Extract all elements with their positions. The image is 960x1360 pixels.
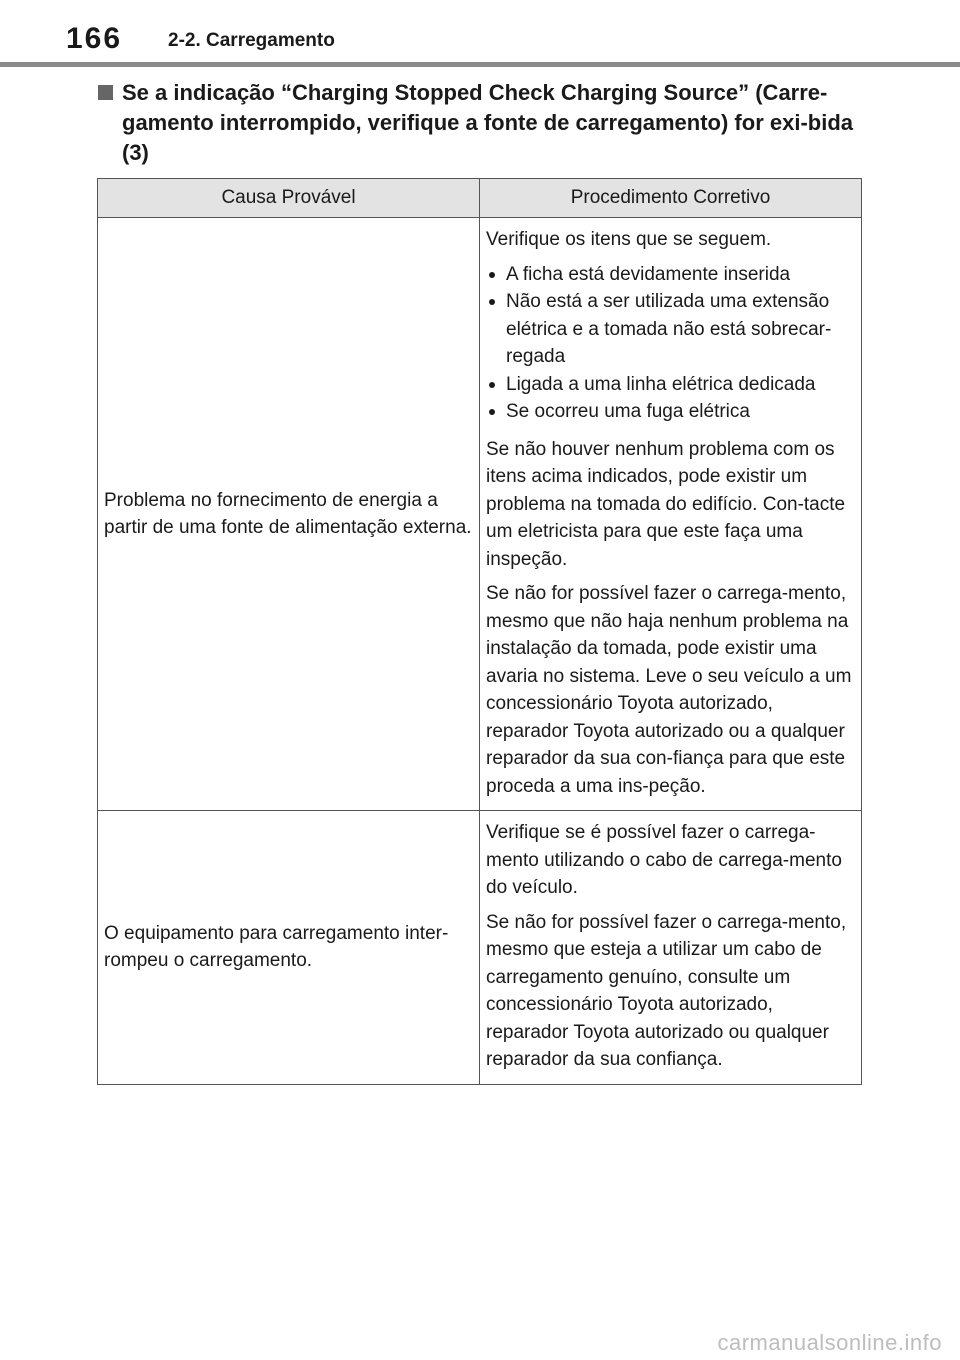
list-item: A ficha está devidamente inserida [486, 261, 855, 289]
cause-cell: O equipamento para carregamento inter-rompeu o carregamento. [98, 811, 480, 1085]
procedure-cell [480, 811, 862, 1085]
list-item: Ligada a uma linha elétrica dedicada [486, 371, 855, 399]
table-row [98, 811, 862, 1085]
check-list [486, 261, 855, 426]
procedure-intro: Verifique os itens que se seguem. [486, 229, 772, 250]
section-title: 2-2. Carregamento [168, 30, 335, 51]
procedure-cell [480, 218, 862, 811]
section-heading [98, 78, 868, 168]
list-item: Não está a ser utilizada uma extensão elétrica e a tomada não está sobrecar-regada [486, 288, 855, 371]
page-number: 166 [66, 22, 123, 55]
procedure-paragraph: Se não for possível fazer o carrega-mento, mesmo que esteja a utilizar um cabo de carregamento genuíno, consulte um concessionário Toyota autorizado, reparador Toyota autorizado ou qualquer reparador da sua confiança. [486, 911, 847, 1070]
list-item: Se ocorreu uma fuga elétrica [486, 398, 855, 426]
column-header-cause: Causa Provável [98, 179, 480, 218]
procedure-paragraph: Se não houver nenhum problema com os itens acima indicados, pode existir um problema na tomada do edifício. Con-tacte um eletricista para que este faça uma inspeção. [486, 438, 846, 570]
column-header-procedure: Procedimento Corretivo [480, 179, 862, 218]
heading-text: Se a indicação “Charging Stopped Check Charging Source” (Carre-gamento interrompido, verifique a fonte de carregamento) for exi-bida (3) [122, 80, 854, 165]
square-bullet-icon [98, 85, 113, 100]
watermark: carmanualsonline.info [717, 1330, 942, 1355]
cause-cell: Problema no fornecimento de energia a partir de uma fonte de alimentação externa. [98, 218, 480, 811]
charging-troubleshooting-table [97, 178, 862, 1085]
table-row [98, 218, 862, 811]
procedure-paragraph: Se não for possível fazer o carrega-mento, mesmo que não haja nenhum problema na instalação da tomada, pode existir uma avaria no sistema. Leve o seu veículo a um concessionário Toyota autorizado, reparador Toyota autorizado ou a qualquer reparador da sua con-fiança para que este proceda a uma ins-peção. [486, 583, 852, 797]
procedure-paragraph: Verifique se é possível fazer o carrega-mento utilizando o cabo de carrega-mento do veículo. [486, 822, 842, 898]
header-divider [0, 62, 960, 67]
table-header-row [98, 179, 862, 218]
